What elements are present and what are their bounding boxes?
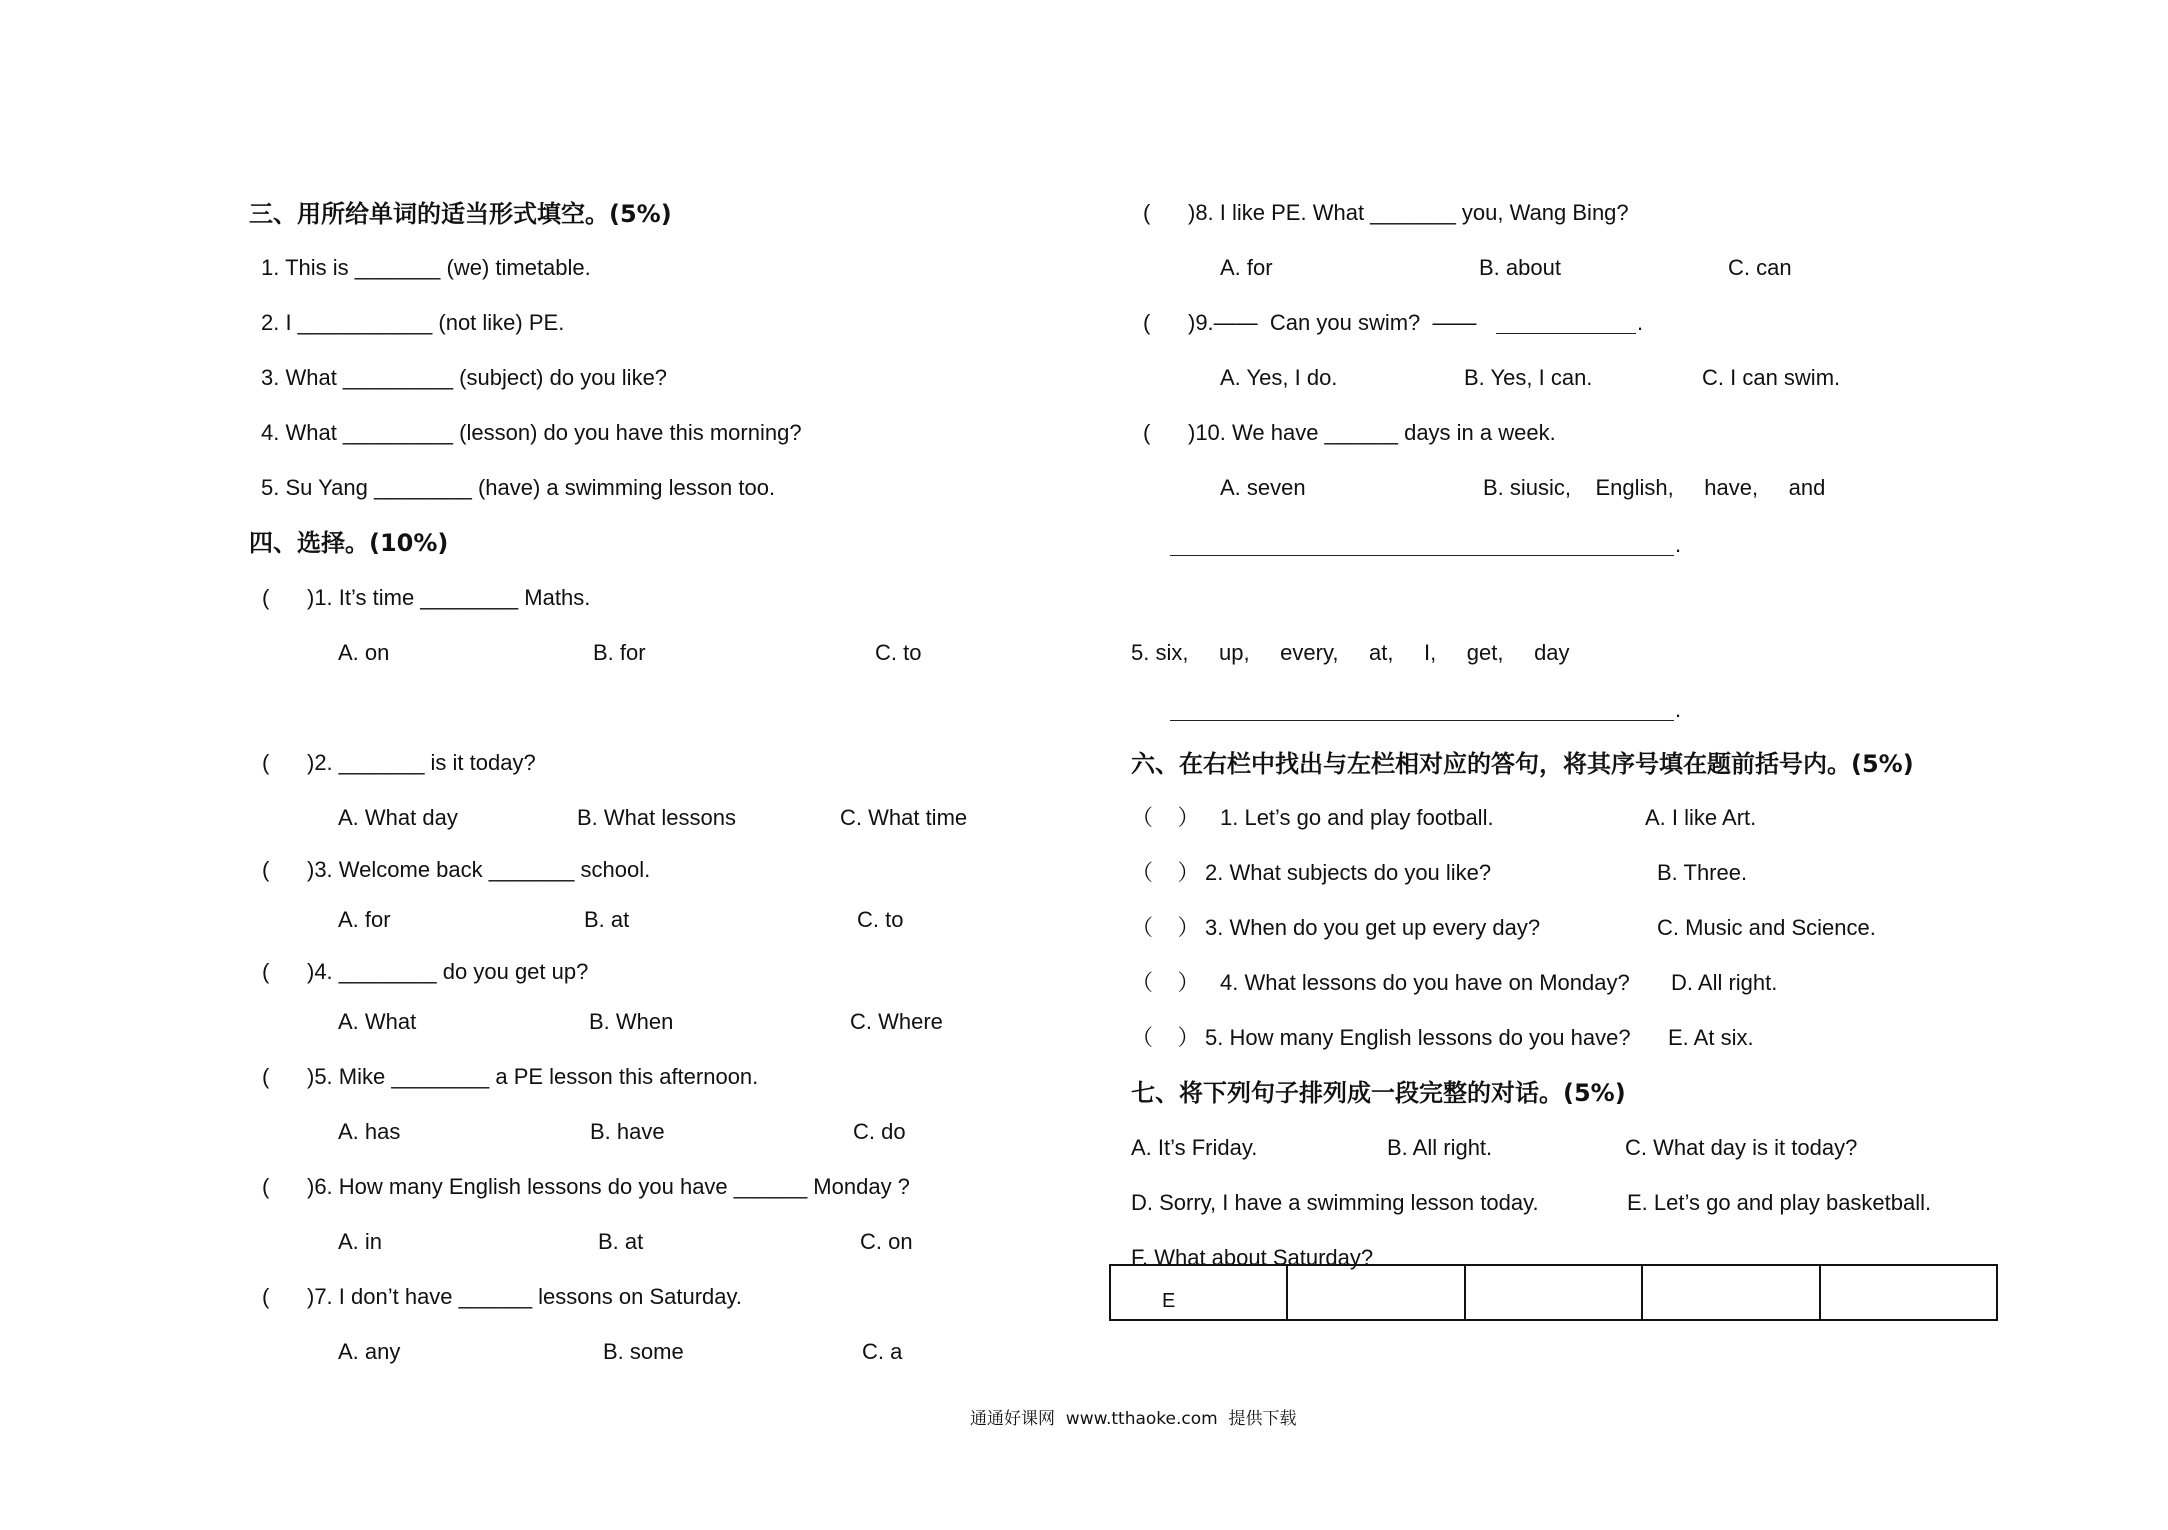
q1-option-a: A. on xyxy=(338,640,390,665)
q8-option-a: A. for xyxy=(1220,255,1273,280)
q9-option-a: A. Yes, I do. xyxy=(1220,365,1338,390)
sec5-item-5: 5. six, up, every, at, I, get, day xyxy=(1131,640,1570,665)
q2-option-c: C. What time xyxy=(840,805,968,830)
q9-paren: ( xyxy=(1143,310,1151,335)
sec6-row-5-question: 5. How many English lessons do you have? xyxy=(1205,1025,1631,1050)
sec6-row-1-answer: A. I like Art. xyxy=(1645,805,1757,830)
sec6-row-1-paren: （ ） xyxy=(1131,805,1200,830)
q8-option-c: C. can xyxy=(1728,255,1792,280)
q9-text: )9.—— Can you swim? —— xyxy=(1188,310,1477,335)
q1-paren: ( xyxy=(262,585,270,610)
sec7-sentence-e: E. Let’s go and play basketball. xyxy=(1627,1190,1932,1215)
q7-text: )7. I don’t have ______ lessons on Saturday. xyxy=(307,1284,742,1309)
section-3-heading: 三、用所给单词的适当形式填空。(5%) xyxy=(249,200,672,228)
q9-end-dot: . xyxy=(1637,310,1644,335)
order-answer-table xyxy=(1109,1264,1998,1321)
q2-option-b: B. What lessons xyxy=(577,805,736,830)
sec6-row-2-paren: （ ） xyxy=(1131,860,1200,885)
answer-line-2-dot: . xyxy=(1675,697,1682,722)
sec6-row-1-question: 1. Let’s go and play football. xyxy=(1220,805,1494,830)
sec6-row-2-answer: B. Three. xyxy=(1657,860,1748,885)
answer-line-1 xyxy=(1170,555,1674,556)
q2-option-a: A. What day xyxy=(338,805,458,830)
order-cell-2[interactable] xyxy=(1287,1265,1464,1320)
q9-option-c: C. I can swim. xyxy=(1702,365,1841,390)
order-cell-3[interactable] xyxy=(1465,1265,1642,1320)
q10-text: )10. We have ______ days in a week. xyxy=(1188,420,1556,445)
q5-option-b: B. have xyxy=(590,1119,665,1144)
q9-answer-blank xyxy=(1496,333,1636,334)
q6-option-b: B. at xyxy=(598,1229,644,1254)
section-6-heading: 六、在右栏中找出与左栏相对应的答句，将其序号填在题前括号内。(5%) xyxy=(1131,750,1914,778)
q7-option-b: B. some xyxy=(603,1339,684,1364)
q1-option-c: C. to xyxy=(875,640,922,665)
q8-text: )8. I like PE. What _______ you, Wang Bing? xyxy=(1188,200,1629,225)
sec7-sentence-d: D. Sorry, I have a swimming lesson today. xyxy=(1131,1190,1539,1215)
q6-option-a: A. in xyxy=(338,1229,383,1254)
sec6-row-4-paren: （ ） xyxy=(1131,970,1200,995)
q5-option-a: A. has xyxy=(338,1119,401,1144)
q3-option-a: A. for xyxy=(338,907,391,932)
sec3-item-3: 3. What _________ (subject) do you like? xyxy=(261,365,668,390)
sec6-row-4-question: 4. What lessons do you have on Monday? xyxy=(1220,970,1630,995)
q7-paren: ( xyxy=(262,1284,270,1309)
sec3-item-2: 2. I ___________ (not like) PE. xyxy=(261,310,565,335)
section-4-heading: 四、选择。(10%) xyxy=(249,529,449,557)
sec6-row-5-paren: （ ） xyxy=(1131,1025,1200,1050)
q6-text: )6. How many English lessons do you have ______ Monday ? xyxy=(307,1174,910,1199)
order-cell-4[interactable] xyxy=(1642,1265,1819,1320)
q3-option-c: C. to xyxy=(857,907,904,932)
q4-option-b: B. When xyxy=(589,1009,674,1034)
sec6-row-3-paren: （ ） xyxy=(1131,915,1200,940)
q4-option-c: C. Where xyxy=(850,1009,943,1034)
order-cell-1[interactable] xyxy=(1110,1265,1287,1320)
q10-paren: ( xyxy=(1143,420,1151,445)
sec6-row-4-answer: D. All right. xyxy=(1671,970,1778,995)
sec6-row-2-question: 2. What subjects do you like? xyxy=(1205,860,1492,885)
q1-option-b: B. for xyxy=(593,640,646,665)
sec6-row-5-answer: E. At six. xyxy=(1668,1025,1754,1050)
q6-paren: ( xyxy=(262,1174,270,1199)
q2-paren: ( xyxy=(262,750,270,775)
footer-credit: 通通好课网 www.tthaoke.com 提供下载 xyxy=(970,1409,1297,1429)
q4-paren: ( xyxy=(262,959,270,984)
q5-text: )5. Mike ________ a PE lesson this afternoon. xyxy=(307,1064,759,1089)
sec7-sentence-f: F. What about Saturday? xyxy=(1131,1245,1374,1270)
sec3-item-4: 4. What _________ (lesson) do you have this morning? xyxy=(261,420,802,445)
q4-option-a: A. What xyxy=(338,1009,417,1034)
q7-option-c: C. a xyxy=(862,1339,903,1364)
q10-option-a: A. seven xyxy=(1220,475,1306,500)
q3-paren: ( xyxy=(262,857,270,882)
q7-option-a: A. any xyxy=(338,1339,401,1364)
order-cell-5[interactable] xyxy=(1820,1265,1997,1320)
sec7-sentence-b: B. All right. xyxy=(1387,1135,1493,1160)
q2-text: )2. _______ is it today? xyxy=(307,750,536,775)
sec6-row-3-answer: C. Music and Science. xyxy=(1657,915,1876,940)
q3-text: )3. Welcome back _______ school. xyxy=(307,857,651,882)
answer-line-1-dot: . xyxy=(1675,532,1682,557)
q9-option-b: B. Yes, I can. xyxy=(1464,365,1593,390)
section-7-heading: 七、将下列句子排列成一段完整的对话。(5%) xyxy=(1131,1079,1626,1107)
q5-option-c: C. do xyxy=(853,1119,906,1144)
q6-option-c: C. on xyxy=(860,1229,913,1254)
order-cell-1-value: E xyxy=(1162,1290,1176,1312)
q3-option-b: B. at xyxy=(584,907,630,932)
q8-paren: ( xyxy=(1143,200,1151,225)
q10-option-b: B. siusic, English, have, and xyxy=(1483,475,1826,500)
q8-option-b: B. about xyxy=(1479,255,1561,280)
q4-text: )4. ________ do you get up? xyxy=(307,959,589,984)
answer-line-2 xyxy=(1170,720,1674,721)
sec3-item-1: 1. This is _______ (we) timetable. xyxy=(261,255,591,280)
q1-text: )1. It’s time ________ Maths. xyxy=(307,585,591,610)
sec7-sentence-a: A. It’s Friday. xyxy=(1131,1135,1258,1160)
sec6-row-3-question: 3. When do you get up every day? xyxy=(1205,915,1541,940)
sec3-item-5: 5. Su Yang ________ (have) a swimming lesson too. xyxy=(261,475,776,500)
q5-paren: ( xyxy=(262,1064,270,1089)
sec7-sentence-c: C. What day is it today? xyxy=(1625,1135,1858,1160)
